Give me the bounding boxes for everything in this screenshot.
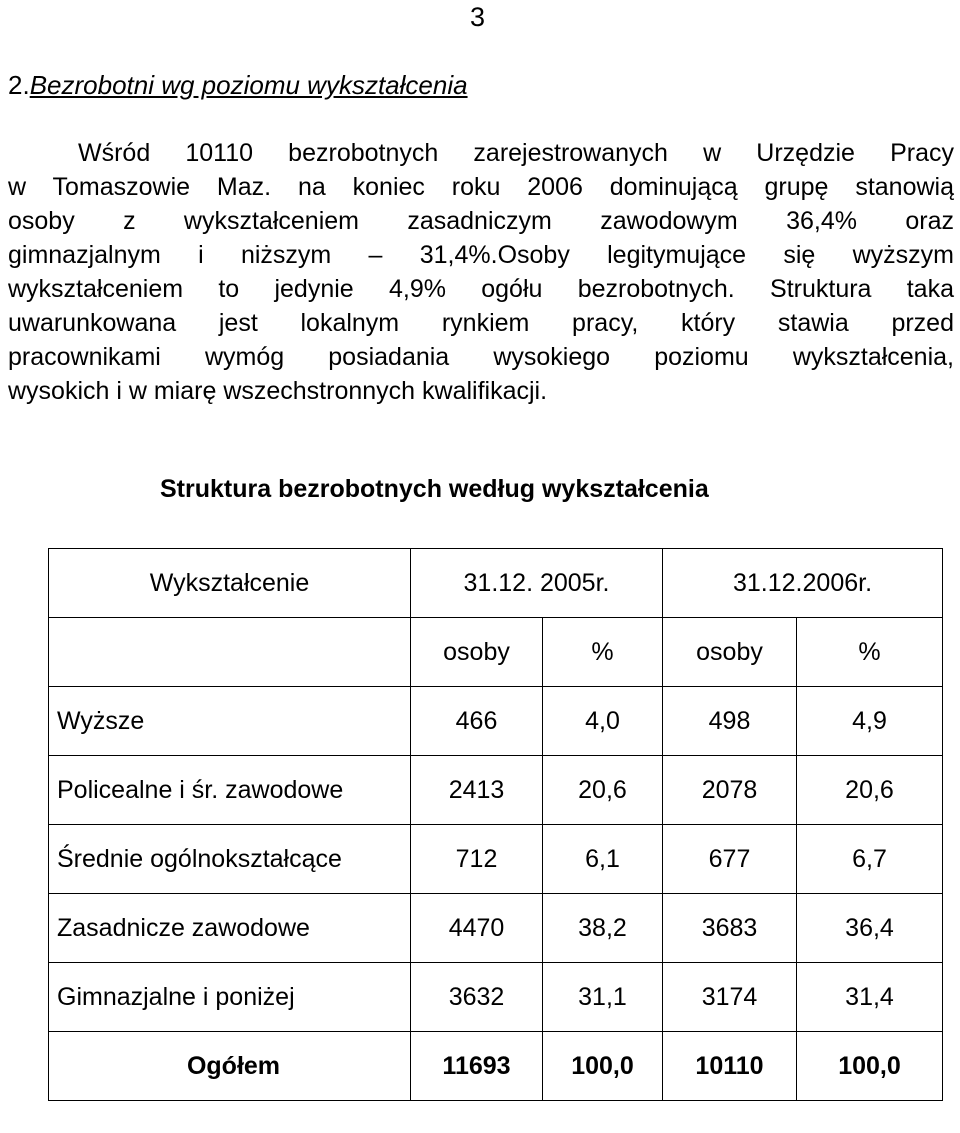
percent-2006-cell: 36,4 (797, 894, 943, 963)
percent-2006-cell: 4,9 (797, 687, 943, 756)
total-percent-2005: 100,0 (543, 1032, 663, 1101)
paragraph-line: pracownikami wymóg posiadania wysokiego poziomu wykształcenia, (8, 343, 954, 371)
percent-2005-cell: 4,0 (543, 687, 663, 756)
persons-2005-cell: 466 (411, 687, 543, 756)
header-period-2005: 31.12. 2005r. (411, 549, 663, 618)
paragraph-line: osoby z wykształceniem zasadniczym zawodowym 36,4% oraz (8, 207, 954, 235)
table-title: Struktura bezrobotnych według wykształcenia (160, 475, 709, 503)
total-persons-2006: 10110 (663, 1032, 797, 1101)
table-unit-row (49, 618, 943, 687)
percent-2006-cell: 20,6 (797, 756, 943, 825)
table-row (49, 756, 943, 825)
table-header-row (49, 549, 943, 618)
table-row (49, 963, 943, 1032)
percent-2006-cell: 6,7 (797, 825, 943, 894)
table-total-row (49, 1032, 943, 1101)
header-education: Wykształcenie (49, 549, 411, 618)
percent-2005-cell: 38,2 (543, 894, 663, 963)
section-title: Bezrobotni wg poziomu wykształcenia (29, 70, 468, 100)
row-label: Wyższe (49, 687, 411, 756)
paragraph-line: w Tomaszowie Maz. na koniec roku 2006 dominującą grupę stanowią (8, 173, 954, 201)
percent-2005-cell: 31,1 (543, 963, 663, 1032)
education-table (48, 548, 943, 1101)
paragraph-line: wysokich i w miarę wszechstronnych kwalifikacji. (8, 377, 548, 405)
persons-2006-cell: 2078 (663, 756, 797, 825)
header-persons-2006: osoby (663, 618, 797, 687)
persons-2005-cell: 4470 (411, 894, 543, 963)
header-persons-2005: osoby (411, 618, 543, 687)
header-period-2006: 31.12.2006r. (663, 549, 943, 618)
persons-2006-cell: 498 (663, 687, 797, 756)
persons-2005-cell: 712 (411, 825, 543, 894)
persons-2005-cell: 3632 (411, 963, 543, 1032)
persons-2006-cell: 3174 (663, 963, 797, 1032)
persons-2006-cell: 3683 (663, 894, 797, 963)
section-number: 2. (8, 70, 30, 100)
total-label: Ogółem (49, 1032, 411, 1101)
row-label: Gimnazjalne i poniżej (49, 963, 411, 1032)
table-row (49, 687, 943, 756)
row-label: Policealne i śr. zawodowe (49, 756, 411, 825)
total-percent-2006: 100,0 (797, 1032, 943, 1101)
percent-2005-cell: 20,6 (543, 756, 663, 825)
percent-2005-cell: 6,1 (543, 825, 663, 894)
row-label: Zasadnicze zawodowe (49, 894, 411, 963)
body-paragraph (8, 136, 954, 408)
paragraph-line: uwarunkowana jest lokalnym rynkiem pracy, który stawia przed (8, 309, 954, 337)
row-label: Średnie ogólnokształcące (49, 825, 411, 894)
persons-2006-cell: 677 (663, 825, 797, 894)
page-number: 3 (470, 2, 486, 32)
table-row (49, 825, 943, 894)
header-percent-2006: % (797, 618, 943, 687)
percent-2006-cell: 31,4 (797, 963, 943, 1032)
header-percent-2005: % (543, 618, 663, 687)
persons-2005-cell: 2413 (411, 756, 543, 825)
header-empty-cell (49, 618, 411, 687)
total-persons-2005: 11693 (411, 1032, 543, 1101)
paragraph-line: Wśród 10110 bezrobotnych zarejestrowanych w Urzędzie Pracy (78, 139, 954, 167)
paragraph-line: wykształceniem to jedynie 4,9% ogółu bezrobotnych. Struktura taka (8, 275, 954, 303)
section-heading (8, 70, 468, 101)
table-row (49, 894, 943, 963)
paragraph-line: gimnazjalnym i niższym – 31,4%.Osoby legitymujące się wyższym (8, 241, 954, 269)
